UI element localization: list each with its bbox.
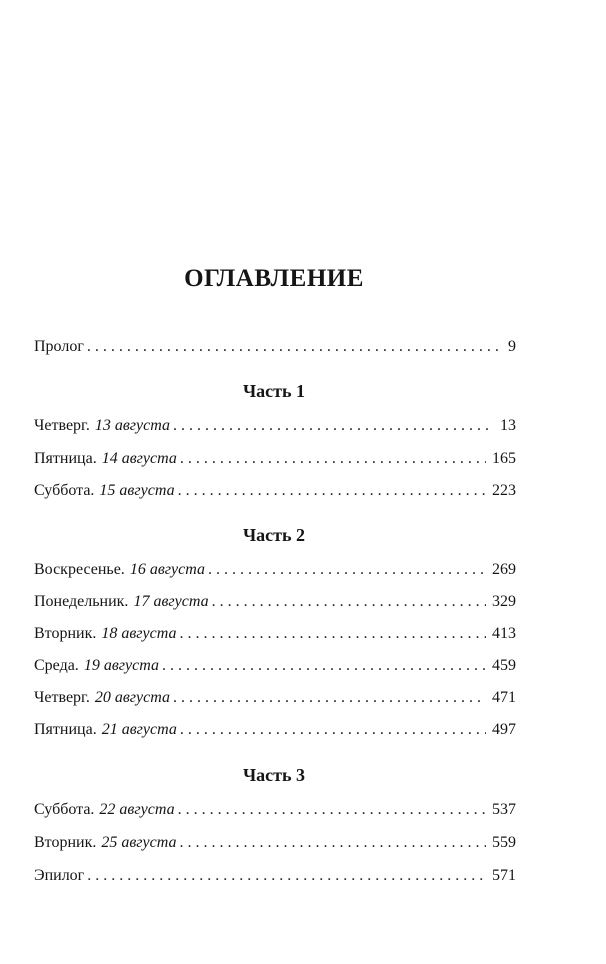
entry-page-number: 413 xyxy=(492,625,516,642)
entry-page-number: 537 xyxy=(492,801,516,818)
entry-day: Четверг. xyxy=(34,689,90,706)
dot-leader xyxy=(180,624,487,644)
part-1-title: Часть 1 xyxy=(242,381,306,401)
dot-leader xyxy=(173,416,494,436)
entry-date: 17 августа xyxy=(133,593,209,610)
dot-leader xyxy=(212,592,486,612)
entry-date: 18 августа xyxy=(101,625,177,642)
entry-day: Вторник. xyxy=(34,834,97,851)
toc-entry xyxy=(34,656,516,676)
dot-leader xyxy=(180,449,486,469)
entry-page-number: 459 xyxy=(492,657,516,674)
entry-page-number: 269 xyxy=(492,561,516,578)
toc-entry xyxy=(34,481,516,501)
entry-date: 19 августа xyxy=(83,657,159,674)
entry-day: Понедельник. xyxy=(34,593,129,610)
entry-date: 16 августа xyxy=(129,561,205,578)
entry-day: Среда. xyxy=(34,657,79,674)
entry-day: Воскресенье. xyxy=(34,561,125,578)
toc-entry-epilogue xyxy=(34,866,516,886)
entry-date: 21 августа xyxy=(101,721,177,738)
page-title: ОГЛАВЛЕНИЕ xyxy=(184,265,364,292)
dot-leader xyxy=(180,720,486,740)
entry-date: 22 августа xyxy=(99,801,175,818)
dot-leader xyxy=(180,833,487,853)
entry-page-number: 13 xyxy=(500,417,516,434)
dot-leader xyxy=(178,481,486,501)
entry-date: 25 августа xyxy=(101,834,177,851)
entry-page-number: 165 xyxy=(492,450,516,467)
entry-date: 20 августа xyxy=(94,689,170,706)
part-2-title: Часть 2 xyxy=(242,525,306,545)
dot-leader xyxy=(87,337,502,357)
entry-page-number: 559 xyxy=(492,834,516,851)
entry-label: Пролог xyxy=(34,338,84,355)
dot-leader xyxy=(162,656,486,676)
entry-day: Вторник. xyxy=(34,625,97,642)
dot-leader xyxy=(178,800,486,820)
entry-day: Суббота. xyxy=(34,482,95,499)
entry-date: 13 августа xyxy=(94,417,170,434)
toc-entry xyxy=(34,416,516,436)
entry-page-number: 9 xyxy=(508,338,516,355)
entry-date: 15 августа xyxy=(99,482,175,499)
toc-entry xyxy=(34,688,516,708)
entry-day: Суббота. xyxy=(34,801,95,818)
toc-entry xyxy=(34,624,516,644)
entry-page-number: 329 xyxy=(492,593,516,610)
toc-entry xyxy=(34,592,516,612)
toc-entry xyxy=(34,833,516,853)
toc-entry xyxy=(34,560,516,580)
entry-page-number: 571 xyxy=(492,867,516,884)
toc-entry xyxy=(34,720,516,740)
entry-page-number: 471 xyxy=(492,689,516,706)
dot-leader xyxy=(208,560,486,580)
entry-page-number: 497 xyxy=(492,721,516,738)
toc-entry xyxy=(34,800,516,820)
part-3-title: Часть 3 xyxy=(242,765,306,785)
dot-leader xyxy=(173,688,486,708)
entry-date: 14 августа xyxy=(101,450,177,467)
entry-label: Эпилог xyxy=(34,867,85,884)
dot-leader xyxy=(87,866,486,886)
entry-day: Четверг. xyxy=(34,417,90,434)
entry-day: Пятница. xyxy=(34,450,97,467)
toc-entry xyxy=(34,449,516,469)
toc-entry-prologue xyxy=(34,337,516,357)
entry-page-number: 223 xyxy=(492,482,516,499)
entry-day: Пятница. xyxy=(34,721,97,738)
